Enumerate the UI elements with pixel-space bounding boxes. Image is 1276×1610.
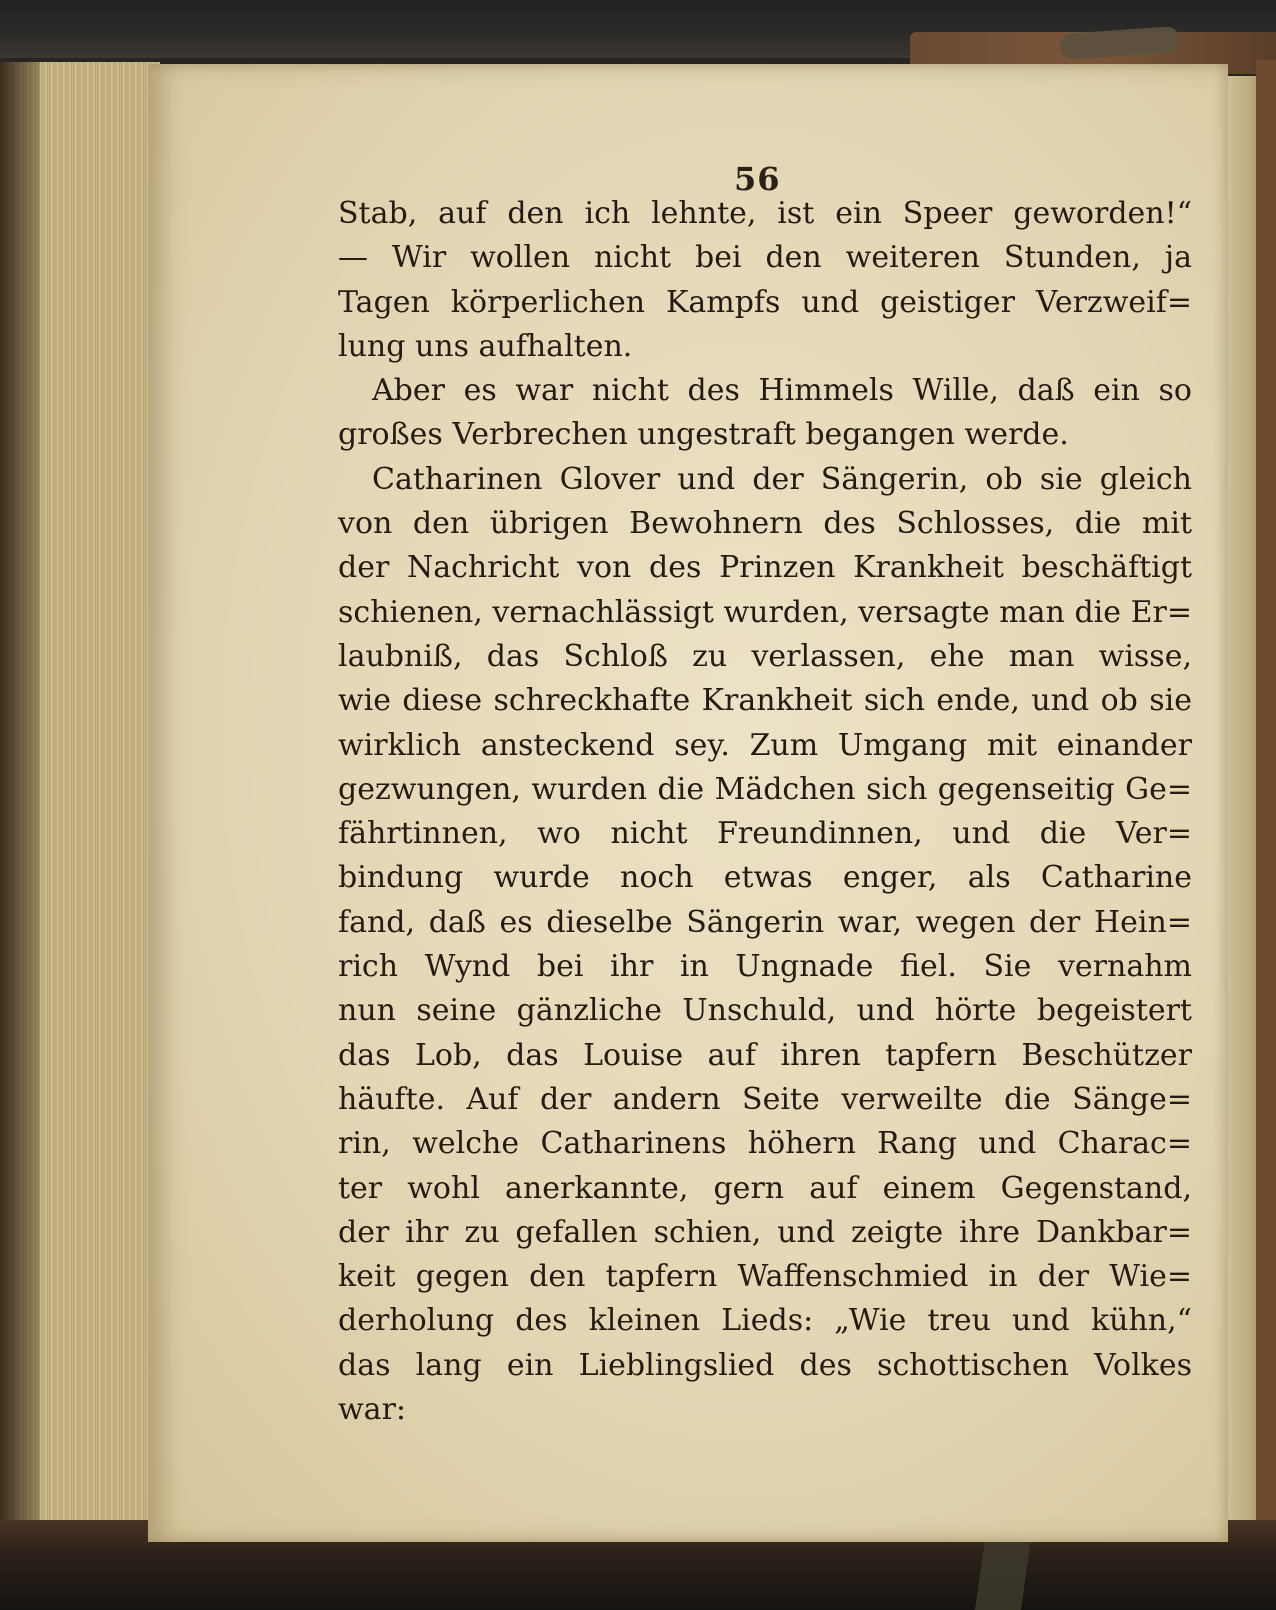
text-line: nun seine gänzliche Unschuld, und hörte begeistert	[338, 993, 1192, 1029]
text-line: von den übrigen Bewohnern des Schlosses, die mit	[338, 506, 1192, 542]
text-line: schienen, vernachlässigt wurden, versagte man die Er=	[338, 594, 1192, 630]
text-line: keit gegen den tapfern Waffenschmied in der Wie=	[338, 1259, 1192, 1295]
text-line: wie diese schreckhafte Krankheit sich ende, und ob sie	[338, 683, 1192, 719]
text-line: derholung des kleinen Lieds: „Wie treu und kühn,“	[338, 1303, 1192, 1339]
text-line: gezwungen, wurden die Mädchen sich gegenseitig Ge=	[338, 771, 1192, 807]
text-line: häufte. Auf der andern Seite verweilte die Sänge=	[338, 1081, 1192, 1117]
text-line: Catharinen Glover und der Sängerin, ob sie gleich	[372, 461, 1192, 497]
text-line: — Wir wollen nicht bei den weiteren Stunden, ja	[338, 240, 1192, 276]
page-number: 56	[734, 160, 781, 198]
text-line: fand, daß es dieselbe Sängerin war, wegen der Hein=	[338, 904, 1192, 940]
text-line: rin, welche Catharinens höhern Rang und Charac=	[338, 1126, 1192, 1162]
left-edge-shadow	[0, 62, 40, 1542]
text-line: das Lob, das Louise auf ihren tapfern Beschützer	[338, 1037, 1192, 1073]
text-line: lung uns aufhalten.	[338, 328, 633, 364]
page-text	[338, 192, 1192, 1432]
text-line: bindung wurde noch etwas enger, als Catharine	[338, 860, 1192, 896]
text-line: Tagen körperlichen Kampfs und geistiger Verzweif=	[338, 284, 1192, 320]
text-line: laubniß, das Schloß zu verlassen, ehe man wisse,	[338, 638, 1192, 674]
text-line: rich Wynd bei ihr in Ungnade fiel. Sie vernahm	[338, 949, 1192, 985]
text-line: fährtinnen, wo nicht Freundinnen, und die Ver=	[338, 816, 1192, 852]
right-cover-board	[1256, 60, 1276, 1550]
text-line: Stab, auf den ich lehnte, ist ein Speer geworden!“	[338, 196, 1192, 231]
text-line: Aber es war nicht des Himmels Wille, daß ein so	[372, 373, 1192, 409]
text-line: das lang ein Lieblingslied des schottischen Volkes	[338, 1347, 1192, 1383]
text-line: ter wohl anerkannte, gern auf einem Gegenstand,	[338, 1170, 1192, 1206]
text-line: wirklich ansteckend sey. Zum Umgang mit einander	[338, 727, 1192, 763]
text-line: großes Verbrechen ungestraft begangen werde.	[338, 417, 1069, 453]
text-line: der Nachricht von des Prinzen Krankheit beschäftigt	[338, 550, 1192, 586]
text-line: war:	[338, 1392, 407, 1428]
text-line: der ihr zu gefallen schien, und zeigte ihre Dankbar=	[338, 1214, 1192, 1250]
